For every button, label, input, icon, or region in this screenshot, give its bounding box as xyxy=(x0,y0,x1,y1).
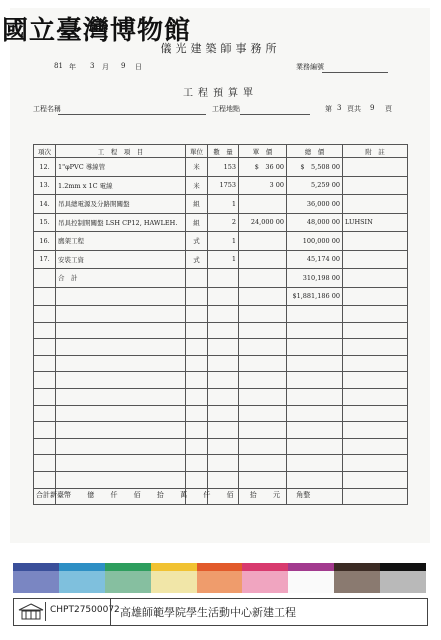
cell-empty xyxy=(343,339,408,356)
cell-note xyxy=(343,232,408,251)
table-row xyxy=(34,232,408,251)
cell-unit-price xyxy=(239,250,287,269)
cell-empty xyxy=(56,422,186,439)
table-row-empty xyxy=(34,339,408,356)
cell-unit-price: 3 00 xyxy=(239,176,287,195)
table-row-empty xyxy=(34,322,408,339)
table-header-row xyxy=(34,145,408,158)
cell-empty xyxy=(287,455,343,472)
table-row-empty xyxy=(34,355,408,372)
table-row-empty xyxy=(34,455,408,472)
cell-empty xyxy=(186,455,208,472)
cell-empty xyxy=(186,422,208,439)
cell-empty xyxy=(186,405,208,422)
cell-empty xyxy=(343,422,408,439)
table-row xyxy=(34,176,408,195)
cell-unit-price xyxy=(239,232,287,251)
cell-empty xyxy=(34,422,56,439)
table-row xyxy=(34,158,408,177)
cell-unit: 式 xyxy=(186,250,208,269)
cell-empty xyxy=(343,455,408,472)
table-row-empty xyxy=(34,438,408,455)
color-swatch xyxy=(151,563,197,593)
color-swatch-dark xyxy=(242,563,288,571)
cell-empty xyxy=(186,322,208,339)
archive-title: 高雄師範學院學生活動中心新建工程 xyxy=(120,606,296,619)
cell-empty xyxy=(287,339,343,356)
cell-empty xyxy=(34,372,56,389)
color-swatch-dark xyxy=(59,563,105,571)
cell-empty xyxy=(287,355,343,372)
cell-note xyxy=(343,250,408,269)
cell-qty: 1 xyxy=(208,195,239,214)
cell-empty xyxy=(186,372,208,389)
cell-empty xyxy=(239,455,287,472)
cell-note xyxy=(343,176,408,195)
cell-qty xyxy=(208,287,239,306)
cell-total: 48,000 00 xyxy=(287,213,343,232)
cell-empty xyxy=(186,355,208,372)
cell-empty xyxy=(239,422,287,439)
cell-no: 12. xyxy=(34,158,56,177)
cell-qty xyxy=(208,269,239,288)
cell-no: 15. xyxy=(34,213,56,232)
color-swatch-dark xyxy=(334,563,380,571)
table-row xyxy=(34,250,408,269)
cell-qty: 1753 xyxy=(208,176,239,195)
cell-empty xyxy=(208,355,239,372)
table-row-empty xyxy=(34,471,408,488)
office-name: 儀光建築師事務所 xyxy=(160,42,281,55)
cell-note: LUHSIN xyxy=(343,213,408,232)
cell-unit-price: 24,000 00 xyxy=(239,213,287,232)
cell-empty xyxy=(56,322,186,339)
color-swatch xyxy=(197,563,243,593)
cell-empty xyxy=(208,438,239,455)
cell-no: 14. xyxy=(34,195,56,214)
col-header: 總 價 xyxy=(287,145,343,158)
cell-empty xyxy=(343,471,408,488)
cell-total: 36,000 00 xyxy=(287,195,343,214)
cell-item: 1.2mm x 1C 電線 xyxy=(56,176,186,195)
color-swatch xyxy=(13,563,59,593)
cell-unit-price xyxy=(239,269,287,288)
cell-empty xyxy=(343,306,408,323)
cell-empty xyxy=(239,471,287,488)
table-row-empty xyxy=(34,372,408,389)
cell-empty xyxy=(56,405,186,422)
cell-empty xyxy=(343,372,408,389)
cell-no xyxy=(34,269,56,288)
table-row-empty xyxy=(34,388,408,405)
table-row-empty xyxy=(34,422,408,439)
cell-total: $ 5,508 00 xyxy=(287,158,343,177)
project-location-label: 工程地點 xyxy=(212,105,240,113)
cell-empty xyxy=(208,322,239,339)
cell-empty xyxy=(186,438,208,455)
archive-code: CHPT27500072 xyxy=(50,605,120,615)
cell-empty xyxy=(56,471,186,488)
cell-qty: 153 xyxy=(208,158,239,177)
cell-empty xyxy=(56,372,186,389)
cell-empty xyxy=(343,355,408,372)
cell-item: 吊具總電源及分路開關盤 xyxy=(56,195,186,214)
cell-unit xyxy=(186,287,208,306)
cell-empty xyxy=(239,355,287,372)
color-swatch-dark xyxy=(380,563,426,571)
archive-label xyxy=(13,598,428,626)
table-row xyxy=(34,269,408,288)
cell-unit: 米 xyxy=(186,176,208,195)
cell-empty xyxy=(287,471,343,488)
cell-empty xyxy=(343,322,408,339)
cell-unit: 式 xyxy=(186,232,208,251)
cell-no: 13. xyxy=(34,176,56,195)
project-location-line xyxy=(240,114,310,115)
estimate-table xyxy=(33,144,408,505)
cell-empty xyxy=(208,471,239,488)
cell-note xyxy=(343,195,408,214)
col-header: 附 註 xyxy=(343,145,408,158)
cell-empty xyxy=(34,306,56,323)
table-row-empty xyxy=(34,306,408,323)
table-row xyxy=(34,195,408,214)
cell-empty xyxy=(34,471,56,488)
col-header: 工 程 項 目 xyxy=(56,145,186,158)
cell-item: 1"φPVC 導線管 xyxy=(56,158,186,177)
cell-item: 合 計 xyxy=(56,269,186,288)
table-row xyxy=(34,213,408,232)
color-swatch xyxy=(380,563,426,593)
cell-total: 100,000 00 xyxy=(287,232,343,251)
cell-empty xyxy=(186,306,208,323)
cell-empty xyxy=(343,405,408,422)
cell-empty xyxy=(208,388,239,405)
cell-item: 安裝工資 xyxy=(56,250,186,269)
cell-no xyxy=(34,287,56,306)
museum-stamp-title: 國立臺灣博物館 xyxy=(2,16,192,46)
building-icon xyxy=(17,602,46,621)
col-header: 項次 xyxy=(34,145,56,158)
cell-unit xyxy=(186,269,208,288)
cell-empty xyxy=(208,455,239,472)
color-swatch xyxy=(242,563,288,593)
project-name-line xyxy=(58,114,206,115)
cell-empty xyxy=(287,422,343,439)
cell-empty xyxy=(56,339,186,356)
cell-note xyxy=(343,158,408,177)
cell-empty xyxy=(239,438,287,455)
cell-total: $1,881,186 00 xyxy=(287,287,343,306)
col-header: 單位 xyxy=(186,145,208,158)
business-number-label: 業務編號 xyxy=(296,63,324,71)
cell-empty xyxy=(287,388,343,405)
cell-empty xyxy=(208,372,239,389)
cell-empty xyxy=(186,339,208,356)
cell-no: 17. xyxy=(34,250,56,269)
color-swatch xyxy=(334,563,380,593)
color-swatch xyxy=(59,563,105,593)
cell-empty xyxy=(56,355,186,372)
color-swatch xyxy=(288,563,334,593)
cell-note xyxy=(343,287,408,306)
cell-total: 5,259 00 xyxy=(287,176,343,195)
cell-unit: 組 xyxy=(186,195,208,214)
cell-empty xyxy=(239,339,287,356)
cell-item: 吊具控制開關盤 LSH CP12, HAWLEH. xyxy=(56,213,186,232)
cell-qty: 1 xyxy=(208,250,239,269)
cell-empty xyxy=(287,306,343,323)
color-swatch-dark xyxy=(13,563,59,571)
cell-empty xyxy=(208,405,239,422)
cell-total: 310,198 00 xyxy=(287,269,343,288)
cell-empty xyxy=(343,438,408,455)
cell-unit: 組 xyxy=(186,213,208,232)
cell-unit: 米 xyxy=(186,158,208,177)
cell-unit-price xyxy=(239,287,287,306)
cell-empty xyxy=(287,438,343,455)
cell-note xyxy=(343,269,408,288)
cell-unit-price: $ 36 00 xyxy=(239,158,287,177)
label-divider xyxy=(110,599,111,625)
cell-empty xyxy=(287,322,343,339)
table-row-empty xyxy=(34,405,408,422)
cell-empty xyxy=(208,422,239,439)
cell-qty: 1 xyxy=(208,232,239,251)
cell-empty xyxy=(56,388,186,405)
color-swatch-dark xyxy=(288,563,334,571)
color-swatch-dark xyxy=(197,563,243,571)
cell-empty xyxy=(208,339,239,356)
cell-empty xyxy=(34,355,56,372)
cell-empty xyxy=(34,438,56,455)
cell-empty xyxy=(239,388,287,405)
project-name-label: 工程名稱 xyxy=(33,105,61,113)
cell-empty xyxy=(186,471,208,488)
table-row xyxy=(34,287,408,306)
cell-empty xyxy=(239,372,287,389)
cell-empty xyxy=(34,388,56,405)
cell-no: 16. xyxy=(34,232,56,251)
cell-empty xyxy=(343,488,408,505)
cell-total: 45,174 00 xyxy=(287,250,343,269)
cell-empty xyxy=(186,388,208,405)
color-swatch-dark xyxy=(151,563,197,571)
cell-empty xyxy=(34,339,56,356)
cell-empty xyxy=(34,322,56,339)
cell-empty xyxy=(34,405,56,422)
business-number-line xyxy=(322,72,388,73)
cell-empty xyxy=(239,405,287,422)
cell-empty xyxy=(208,306,239,323)
cell-empty xyxy=(239,306,287,323)
cell-empty xyxy=(56,306,186,323)
sheet-title: 工程預算單 xyxy=(183,88,258,99)
cell-empty xyxy=(239,322,287,339)
total-in-words-line: 合計新臺幣 億 仟 佰 拾 萬 仟 佰 拾 元 角整 xyxy=(36,491,311,499)
col-header: 數 量 xyxy=(208,145,239,158)
color-swatch-dark xyxy=(105,563,151,571)
cell-item xyxy=(56,287,186,306)
cell-empty xyxy=(287,372,343,389)
cell-empty xyxy=(56,438,186,455)
cell-empty xyxy=(56,455,186,472)
cell-empty xyxy=(34,455,56,472)
cell-unit-price xyxy=(239,195,287,214)
cell-item: 鷹架工程 xyxy=(56,232,186,251)
cell-empty xyxy=(287,405,343,422)
col-header: 單 價 xyxy=(239,145,287,158)
cell-qty: 2 xyxy=(208,213,239,232)
color-swatch xyxy=(105,563,151,593)
color-calibration-strip xyxy=(13,563,426,593)
cell-empty xyxy=(343,388,408,405)
